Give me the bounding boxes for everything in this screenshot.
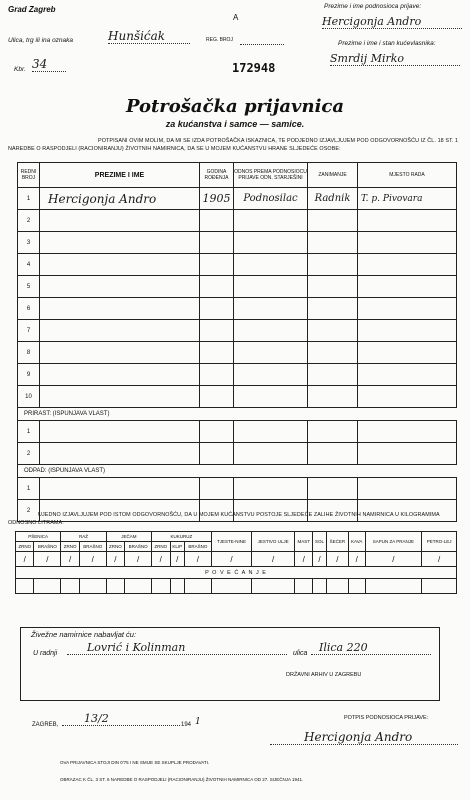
supply-street-label: ulica [293,650,308,657]
header-name: PREZIME I IME [40,163,200,188]
form-subtitle: za kućanstva i samce — samice. [165,119,305,129]
reg-number: 172948 [232,61,276,75]
table-row [18,342,457,364]
reg-label: REG. BROJ [206,37,233,43]
row-number: 5 [18,276,40,298]
street-value: Hunšićak [108,29,190,44]
person-name: Hercigonja Andro [40,188,200,210]
row-number: 3 [18,232,40,254]
form-letter: A [233,13,239,22]
sub-flour: BRAŠNO [184,542,211,552]
signature-value: Hercigonja Andro [270,730,458,745]
table-row [18,276,457,298]
col-lard: MAST [295,532,313,552]
row-number: 1 [18,478,40,500]
house-value: 34 [32,57,66,72]
sub-grain: ZRNO [152,542,170,552]
group-corn: KUKURUZ [152,532,212,542]
table-row [18,320,457,342]
supply-heading: Živežne namirnice nabavljat ću: [31,630,137,639]
sub-grain: ZRNO [106,542,124,552]
row-number: 2 [18,500,40,522]
supply-street-value: Ilica 220 [311,641,431,655]
row-number: 10 [18,386,40,408]
date-value: 13/2 [62,712,180,726]
archive-stamp: DRŽAVNI ARHIV U ZAGREBU [286,672,362,678]
row-number: 2 [18,210,40,232]
place-label: ZAGREB, [32,722,59,728]
stock-mark: / [152,552,170,567]
row-number: 9 [18,364,40,386]
row-number: 2 [18,443,40,465]
group-barley: JEČAM [106,532,151,542]
header-occupation: ZANIMANJE [308,163,358,188]
stock-mark: / [365,552,422,567]
row-number: 8 [18,342,40,364]
year-digit: 1 [195,717,201,727]
stock-row [16,552,457,567]
header-ordinal: REDNI BROJ [18,163,40,188]
stock-mark: / [170,552,184,567]
stock-mark: / [16,552,34,567]
col-sugar: ŠEĆER [326,532,348,552]
price-note: OVA PRIJAVNICA STOJI DIN 0'75 I NE SMIJE SE SKUPLJE PRODAVATI. [60,760,210,765]
col-soap: SAPUN ZA PRANJE [365,532,422,552]
sub-flour: BRAŠNO [125,542,152,552]
stock-mark: / [313,552,326,567]
stock-mark: / [348,552,365,567]
table-row [18,443,457,465]
increase-label: P O V E Ć A N J E [16,567,457,579]
stock-mark: / [34,552,61,567]
table-row [18,421,457,443]
row-number: 1 [18,188,40,210]
stock-mark: / [295,552,313,567]
person-occupation: Radnik [308,188,358,210]
regulation-note: OBRAZAC K ČL. 3 ST. 6 NAREDBE O RASPODJELI (RACIONIRANJU) ŽIVOTNIH NAMIRNICA OD 27. SIJEČNJA 1941. [60,777,304,782]
header-birth-year: GODINA ROĐENJA [200,163,234,188]
stock-mark: / [106,552,124,567]
row-number: 1 [18,421,40,443]
sub-flour: BRAŠNO [79,542,106,552]
year-label: 194 [181,722,192,728]
table-row [18,386,457,408]
sub-flour: BRAŠNO [34,542,61,552]
col-petroleum: PETRO-LEJ [422,532,457,552]
sub-grain: ZRNO [61,542,79,552]
col-coffee: KAVA [348,532,365,552]
applicant-value: Hercigonja Andro [322,15,462,29]
row-number: 6 [18,298,40,320]
applicant-label: Prezime i ime podnosioca prijave: [324,3,422,10]
stock-mark: / [184,552,211,567]
form-title: Potrošačka prijavnica [125,96,345,117]
header-workplace: MJESTO RADA [358,163,457,188]
table-row [18,188,457,210]
stock-mark: / [326,552,348,567]
row-number: 4 [18,254,40,276]
col-oil: JESTIVO ULJE [252,532,295,552]
signature-label: POTPIS PODNOSIOCA PRIJAVE: [344,715,429,721]
stock-mark: / [211,552,251,567]
table-row [18,254,457,276]
stock-text: UJEDNO IZJAVLJUJEM POD ISTOM ODGOVORNOŠĆU, DA U MOJEM KUĆANSTVU POSTOJE SLJEDEĆE ZALIHE ŽIVOTNIH NAMIRNICA U KILOGRAMIMA ODNOSNO LITRAMA: [8,512,440,526]
table-row [18,298,457,320]
person-birth-year: 1905 [200,188,234,210]
col-pasta: TJESTE-NINE [211,532,251,552]
landlord-value: Smrdij Mirko [330,52,460,66]
sub-grain: ZRNO [16,542,34,552]
table-row [18,210,457,232]
stock-mark: / [252,552,295,567]
intro-text: POTPISANI OVIM MOLIM, DA MI SE IZDA POTROŠAČKA ISKAZNICA, TE PODJEDNO IZJAVLJUJEM POD ODGOVORNOŠĆU IZ ČL. 18 ST. 1 NAREDBE O RASPODJELI (RACIONIRANJU) ŽIVOTNIH NAMIRNICA, DA SE U MOJEM KUĆANSTVU HRANE SLJEDEĆE OSOBE: [8,138,459,152]
landlord-label: Prezime i ime i stan kućevlasnika: [338,40,436,47]
persons-table [17,162,457,522]
table-row [18,364,457,386]
table-row [18,478,457,500]
stock-mark: / [125,552,152,567]
shop-value: Lovrić i Kolinman [67,641,287,655]
stock-table [15,531,457,594]
city-label: Grad Zagreb [8,5,56,14]
header-relation: ODNOS PREMA PODNOSIOCU PRIJAVE ODN. STARJEŠINI [234,163,308,188]
group-rye: RAŽ [61,532,106,542]
row-number: 7 [18,320,40,342]
sub-cob: KLIP [170,542,184,552]
table-row [18,232,457,254]
stock-mark: / [61,552,79,567]
stock-mark: / [79,552,106,567]
person-workplace: T. p. Pivovara [358,188,457,210]
house-label: Kbr. [14,66,26,73]
odpad-label: ODPAD: (ISPUNJAVA VLAST) [18,465,457,478]
reg-line [240,36,284,45]
shop-label: U radnji [33,650,58,657]
col-salt: SOL [313,532,326,552]
stock-mark: / [422,552,457,567]
prirast-label: PRIRAST: (ISPUNJAVA VLAST) [18,408,457,421]
group-wheat: PŠENICA [16,532,61,542]
person-relation: Podnosilac [234,188,308,210]
street-label: Ulica, trg ili ina oznaka [8,37,74,44]
supply-box [20,627,440,701]
